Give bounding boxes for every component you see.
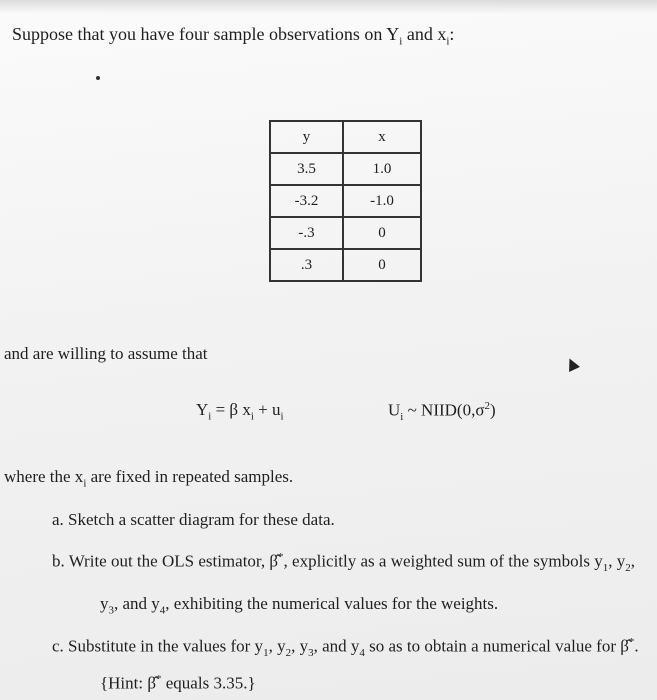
cell-y: -3.2 [270, 185, 343, 217]
question-c: c. Substitute in the values for $y_1$, $y_2$, $y_3$, and $y_4$ so as to obtain a numerical value for β̂*. [52, 636, 639, 660]
intro-text: Suppose that you have four sample observations on $Y_i$ and $x_i$: [12, 24, 455, 48]
assumption-text: and are willing to assume that [4, 344, 208, 363]
cell-y: 3.5 [270, 153, 343, 185]
stray-dot [96, 76, 100, 80]
top-shadow [0, 0, 657, 14]
mouse-cursor-icon [564, 356, 580, 372]
question-a: a. Sketch a scatter diagram for these data. [52, 510, 335, 529]
table-row [270, 153, 421, 185]
hint-text: {Hint: β̂* equals 3.35.} [100, 673, 256, 693]
table-row [270, 217, 421, 249]
observations-table [269, 120, 422, 282]
cell-x: 1.0 [343, 153, 421, 185]
cell-x: 0 [343, 249, 421, 281]
table-row [270, 185, 421, 217]
cell-y: .3 [270, 249, 343, 281]
table-row [270, 249, 421, 281]
table-header-row [270, 121, 421, 153]
header-y: y [270, 121, 343, 153]
cell-x: 0 [343, 217, 421, 249]
header-x: x [343, 121, 421, 153]
where-text: where the $x_i$ are fixed in repeated samples. [4, 467, 294, 490]
question-b-line1: b. Write out the OLS estimator, β̂*, explicitly as a weighted sum of the symbols $y_1$, $y_2$, [52, 551, 635, 575]
cell-x: -1.0 [343, 185, 421, 217]
cell-y: -.3 [270, 217, 343, 249]
model-equation: $Y_i = \beta$ $x_i + u_i$ [196, 400, 284, 423]
error-distribution: $U_i$ ~ $NIID(0,\sigma^2)$ [388, 400, 496, 424]
question-b-line2: $y_3$, and $y_4$, exhibiting the numerical values for the weights. [100, 594, 499, 617]
